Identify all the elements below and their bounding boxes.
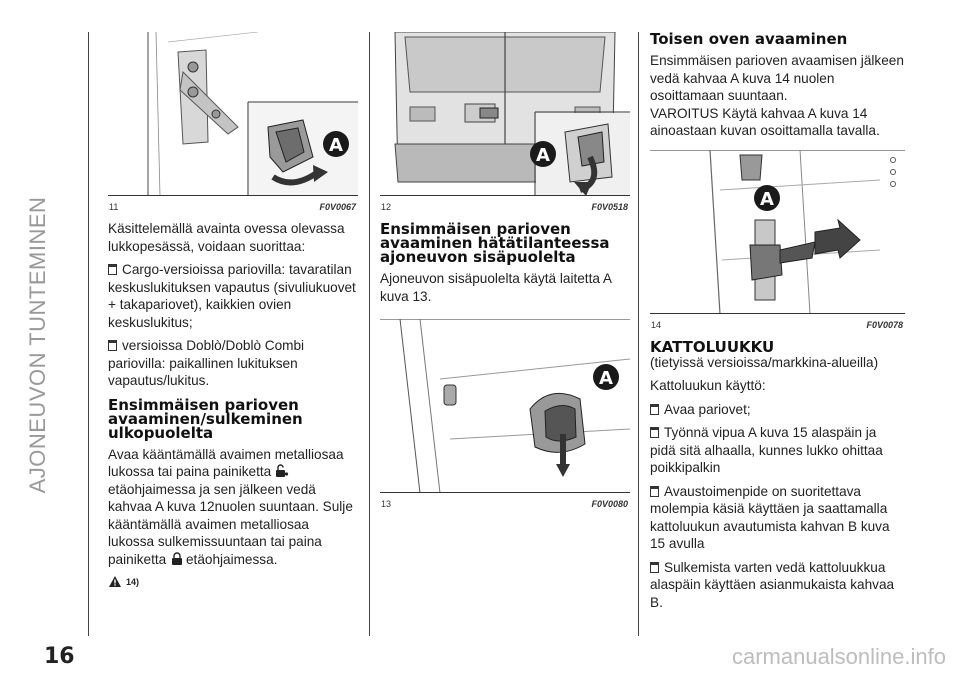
figure-caption	[380, 492, 630, 509]
column-1	[108, 32, 358, 592]
svg-text:A: A	[760, 188, 774, 210]
list-item: Sulkemista varten vedä kattoluukkua alaspäin käyttäen asianmukaista kahvaa B.	[650, 559, 895, 610]
column-divider	[638, 32, 639, 636]
figure-caption	[108, 195, 358, 212]
figure-number: 12	[381, 202, 392, 212]
warning-reference: 14)	[108, 574, 358, 592]
figure-caption	[380, 195, 630, 212]
figure-12	[380, 32, 630, 212]
section-heading: Ensimmäisen parioven avaaminen hätätilanteessa ajoneuvon sisäpuolelta	[380, 220, 610, 266]
section-heading: Ensimmäisen parioven avaaminen/sulkeminen ulkopuolelta	[108, 395, 303, 442]
sub-heading: (tietyissä versioissa/markkina-alueilla)	[650, 354, 879, 370]
chapter-title: AJONEUVON TUNTEMINEN	[25, 196, 50, 494]
page-number: 16	[44, 644, 75, 669]
figure-13	[380, 319, 630, 509]
figure-number: 11	[109, 202, 119, 212]
warning-triangle-icon	[108, 575, 122, 588]
bullet-icon	[108, 340, 117, 351]
list-item: versioissa Doblò/Doblò Combi pariovilla: paikallinen lukituksen vapautus/lukitus.	[108, 338, 305, 388]
list-item: Avaa pariovet;	[650, 401, 905, 419]
column-3	[650, 32, 905, 617]
svg-text:A: A	[329, 135, 343, 156]
interior-lever-illustration	[380, 319, 630, 493]
bullet-icon	[650, 562, 659, 573]
body-text: Ajoneuvon sisäpuolelta käytä laitetta A kuva 13.	[380, 271, 612, 304]
unlock-key-icon	[275, 464, 289, 478]
figure-number: 13	[381, 499, 392, 509]
figure-code: F0V0518	[591, 202, 628, 212]
svg-text:A: A	[599, 368, 613, 389]
body-text: Ensimmäisen parioven avaamisen jälkeen vedä kahvaa A kuva 14 nuolen osoittamaan suuntaan.	[650, 53, 904, 103]
column-divider	[88, 32, 89, 636]
bullet-icon	[108, 264, 117, 275]
figure-11	[108, 32, 358, 212]
body-text: Avaa kääntämällä avaimen metalliosaa lukossa tai paina painiketta etäohjaimessa ja sen jälkeen vedä kahvaa A kuva 12nuolen suuntaan. Sulje kääntämällä avaimen metalliosaa lukossa sulkemissuuntaan tai paina painiketta etäohjaimessa.	[108, 446, 353, 567]
column-divider	[369, 32, 370, 636]
svg-text:A: A	[536, 145, 550, 166]
bullet-icon	[650, 486, 659, 497]
hinge-illustration	[108, 32, 358, 196]
figure-code: F0V0078	[866, 319, 903, 330]
list-item: Avaustoimenpide on suoritettava molempia käsiä käyttäen ja saattamalla kattoluukun avautumista kahvan B kuva 15 avulla	[650, 483, 890, 551]
watermark: carmanualsonline.info	[731, 644, 946, 669]
figure-number: 14	[651, 319, 662, 330]
bullet-icon	[650, 404, 659, 415]
second-door-handle-illustration	[650, 150, 905, 314]
intro-text: Käsittelemällä avainta ovessa olevassa lukkopesässä, voidaan suorittaa:	[108, 221, 345, 254]
warning-text: VAROITUS Käytä kahvaa A kuva 14 ainoastaan kuvan osoittamalla tavalla.	[650, 105, 880, 138]
section-heading: Toisen oven avaaminen	[650, 30, 848, 48]
section-heading: KATTOLUUKKU	[650, 337, 775, 356]
figure-code: F0V0080	[591, 499, 628, 509]
figure-code: F0V0067	[319, 202, 356, 212]
lock-icon	[170, 552, 184, 566]
figure-caption	[650, 313, 905, 330]
rear-door-illustration	[380, 32, 630, 196]
intro-text: Kattoluukun käyttö:	[650, 378, 766, 393]
list-item: Cargo-versioissa pariovilla: tavaratilan keskuslukituksen vapautus (sivuliukuovet + takapariovet), kaikkien ovien keskuslukitus;	[108, 262, 356, 330]
figure-14	[650, 150, 905, 330]
bullet-icon	[650, 427, 659, 438]
column-2	[380, 32, 630, 509]
list-item: Työnnä vipua A kuva 15 alaspäin ja pidä sitä alhaalla, kunnes lukko ohittaa poikkipalkin	[650, 425, 883, 475]
